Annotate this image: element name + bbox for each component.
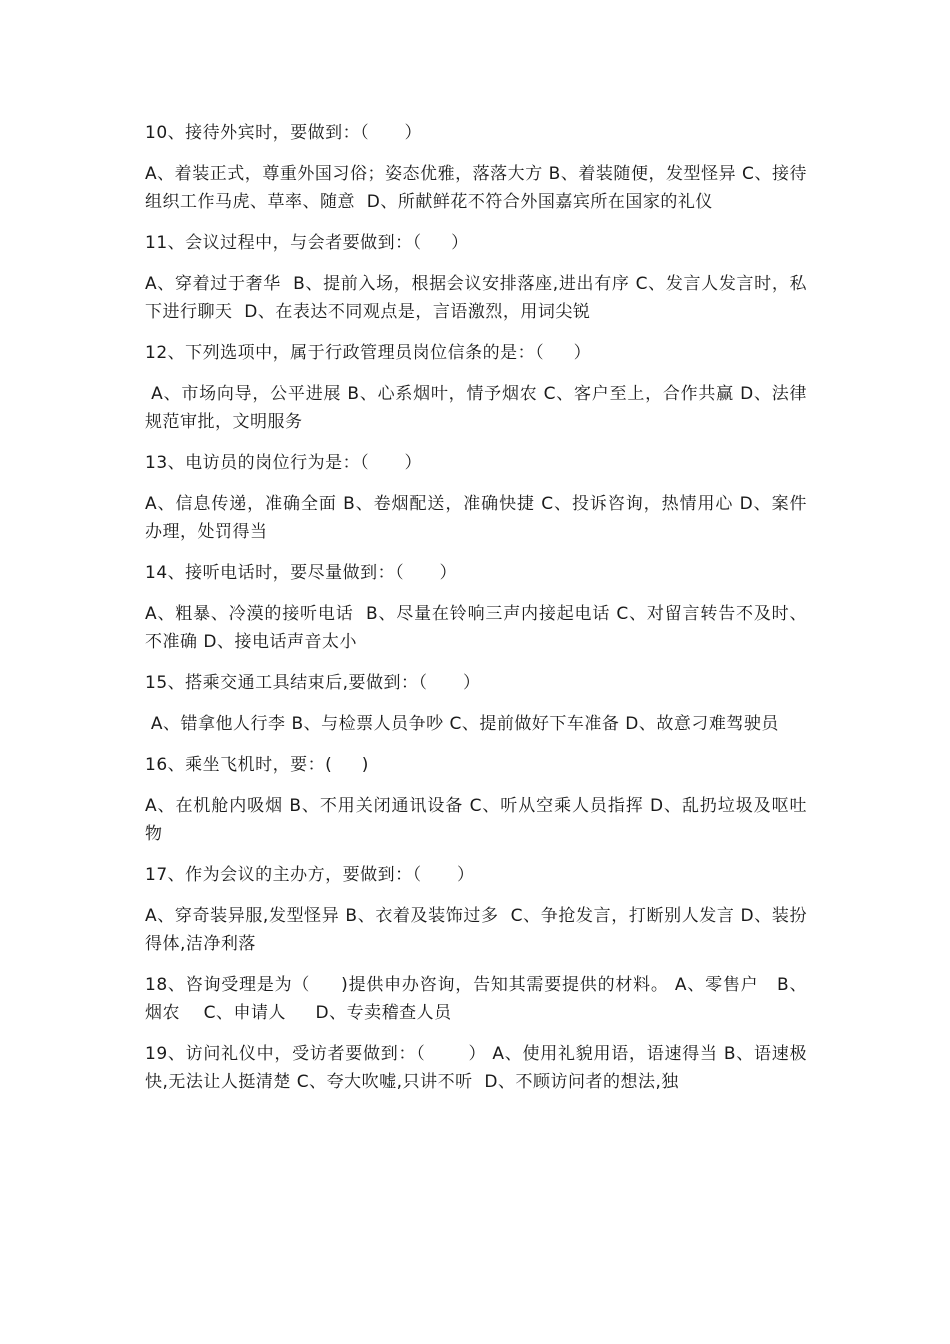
answer-options: A、粗暴、冷漠的接听电话 B、尽量在铃响三声内接起电话 C、对留言转告不及时、不准确 D、接电话声音太小 — [145, 604, 807, 652]
question-text: 12、下列选项中，属于行政管理员岗位信条的是：（ ） — [145, 343, 592, 363]
question-text: 17、作为会议的主办方，要做到：（ ） — [145, 865, 475, 885]
answer-options: A、穿着过于奢华 B、提前入场，根据会议安排落座,进出有序 C、发言人发言时，私下进行聊天 D、在表达不同观点是，言语激烈，用词尖锐 — [145, 274, 807, 322]
answer-options: A、错拿他人行李 B、与检票人员争吵 C、提前做好下车准备 D、故意刁难驾驶员 — [145, 714, 779, 734]
question-16 — [145, 751, 807, 848]
question-17 — [145, 861, 807, 958]
question-12 — [145, 339, 807, 436]
question-text: 15、搭乘交通工具结束后,要做到：（ ） — [145, 673, 481, 693]
question-19 — [145, 1040, 807, 1096]
question-text: 16、乘坐飞机时，要：( ) — [145, 755, 369, 775]
question-with-options: 18、咨询受理是为（ )提供申办咨询，告知其需要提供的材料。 A、零售户 B、烟农 C、申请人 D、专卖稽查人员 — [145, 975, 807, 1023]
answer-options: A、在机舱内吸烟 B、不用关闭通讯设备 C、听从空乘人员指挥 D、乱扔垃圾及呕吐物 — [145, 796, 807, 844]
question-15 — [145, 669, 807, 738]
question-11 — [145, 229, 807, 326]
question-text: 13、电访员的岗位行为是：（ ） — [145, 453, 423, 473]
question-18 — [145, 971, 807, 1027]
question-text: 14、接听电话时，要尽量做到：（ ） — [145, 563, 458, 583]
answer-options: A、信息传递，准确全面 B、卷烟配送，准确快捷 C、投诉咨询，热情用心 D、案件办理，处罚得当 — [145, 494, 807, 542]
question-with-options: 19、访问礼仪中，受访者要做到：（ ） A、使用礼貌用语，语速得当 B、语速极快,无法让人挺清楚 C、夸大吹嘘,只讲不听 D、不顾访问者的想法,独 — [145, 1044, 807, 1092]
question-13 — [145, 449, 807, 546]
answer-options: A、市场向导，公平进展 B、心系烟叶，情予烟农 C、客户至上，合作共赢 D、法律规范审批，文明服务 — [145, 384, 807, 432]
question-10 — [145, 119, 807, 216]
document-body — [145, 119, 807, 1109]
question-text: 11、会议过程中，与会者要做到：（ ） — [145, 233, 469, 253]
answer-options: A、着装正式，尊重外国习俗；姿态优雅，落落大方 B、着装随便，发型怪异 C、接待组织工作马虎、草率、随意 D、所献鲜花不符合外国嘉宾所在国家的礼仪 — [145, 164, 807, 212]
question-text: 10、接待外宾时，要做到：（ ） — [145, 123, 423, 143]
question-14 — [145, 559, 807, 656]
answer-options: A、穿奇装异服,发型怪异 B、衣着及装饰过多 C、争抢发言，打断别人发言 D、装扮得体,洁净利落 — [145, 906, 807, 954]
